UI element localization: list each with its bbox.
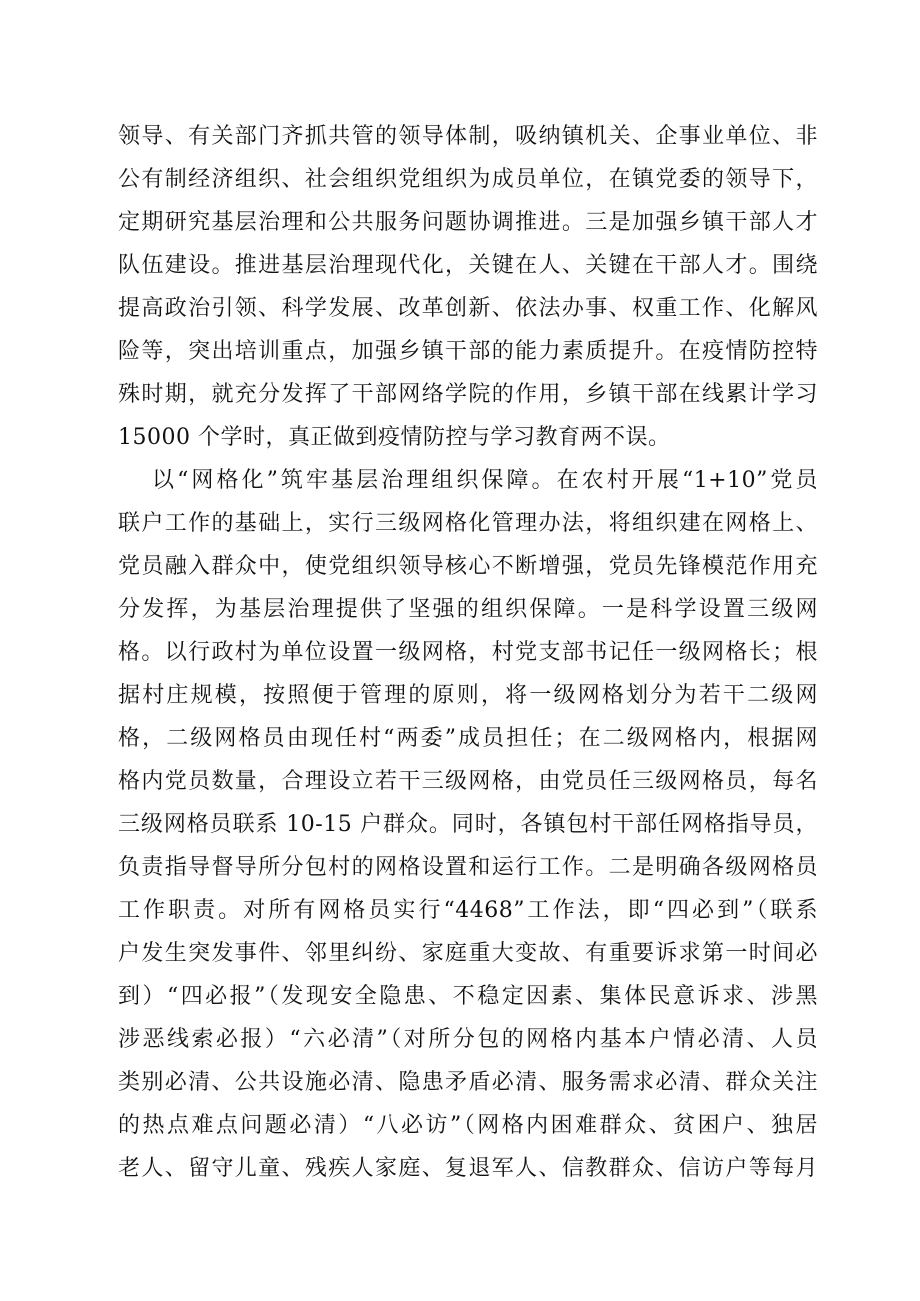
text-line: 队伍建设。推进基层治理现代化，关键在人、关键在干部人才。围绕 [118, 253, 818, 278]
text-line: 15000 个学时，真正做到疫情防控与学习教育两不误。 [118, 425, 671, 450]
paragraph-2 [118, 459, 818, 1190]
text-line: 以“网格化”筑牢基层治理组织保障。在农村开展“1+10”党员 [152, 468, 818, 493]
text-line: 老人、留守儿童、残疾人家庭、复退军人、信教群众、信访户等每月 [118, 1156, 818, 1181]
text-line: 分发挥，为基层治理提供了坚强的组织保障。一是科学设置三级网 [118, 597, 818, 622]
text-line: 据村庄规模，按照便于管理的原则，将一级网格划分为若干二级网 [118, 683, 818, 708]
text-line: 险等，突出培训重点，加强乡镇干部的能力素质提升。在疫情防控特 [118, 339, 818, 364]
text-line: 工作职责。对所有网格员实行“4468”工作法，即“四必到”（联系 [118, 898, 818, 923]
text-line: 格，二级网格员由现任村“两委”成员担任；在二级网格内，根据网 [118, 726, 818, 751]
text-line: 领导、有关部门齐抓共管的领导体制，吸纳镇机关、企事业单位、非 [118, 124, 818, 149]
paragraph-1 [118, 115, 818, 459]
text-line: 殊时期，就充分发挥了干部网络学院的作用，乡镇干部在线累计学习 [118, 382, 818, 407]
text-line: 公有制经济组织、社会组织党组织为成员单位，在镇党委的领导下， [118, 167, 818, 192]
text-line: 格内党员数量，合理设立若干三级网格，由党员任三级网格员，每名 [118, 769, 818, 794]
text-line: 涉恶线索必报）“六必清”（对所分包的网格内基本户情必清、人员 [118, 1027, 818, 1052]
text-line: 的热点难点问题必清）“八必访”（网格内困难群众、贫困户、独居 [118, 1113, 818, 1138]
text-line: 提高政治引领、科学发展、改革创新、依法办事、权重工作、化解风 [118, 296, 818, 321]
text-line: 负责指导督导所分包村的网格设置和运行工作。二是明确各级网格员 [118, 855, 818, 880]
body-text [118, 115, 818, 1190]
text-line: 联户工作的基础上，实行三级网格化管理办法，将组织建在网格上、 [118, 511, 818, 536]
text-line: 三级网格员联系 10-15 户群众。同时，各镇包村干部任网格指导员， [118, 812, 818, 837]
text-line: 党员融入群众中，使党组织领导核心不断增强，党员先锋模范作用充 [118, 554, 818, 579]
text-line: 定期研究基层治理和公共服务问题协调推进。三是加强乡镇干部人才 [118, 210, 818, 235]
text-line: 类别必清、公共设施必清、隐患矛盾必清、服务需求必清、群众关注 [118, 1070, 818, 1095]
text-line: 格。以行政村为单位设置一级网格，村党支部书记任一级网格长；根 [118, 640, 818, 665]
text-line: 户发生突发事件、邻里纠纷、家庭重大变故、有重要诉求第一时间必 [118, 941, 818, 966]
text-line: 到）“四必报”（发现安全隐患、不稳定因素、集体民意诉求、涉黑 [118, 984, 818, 1009]
